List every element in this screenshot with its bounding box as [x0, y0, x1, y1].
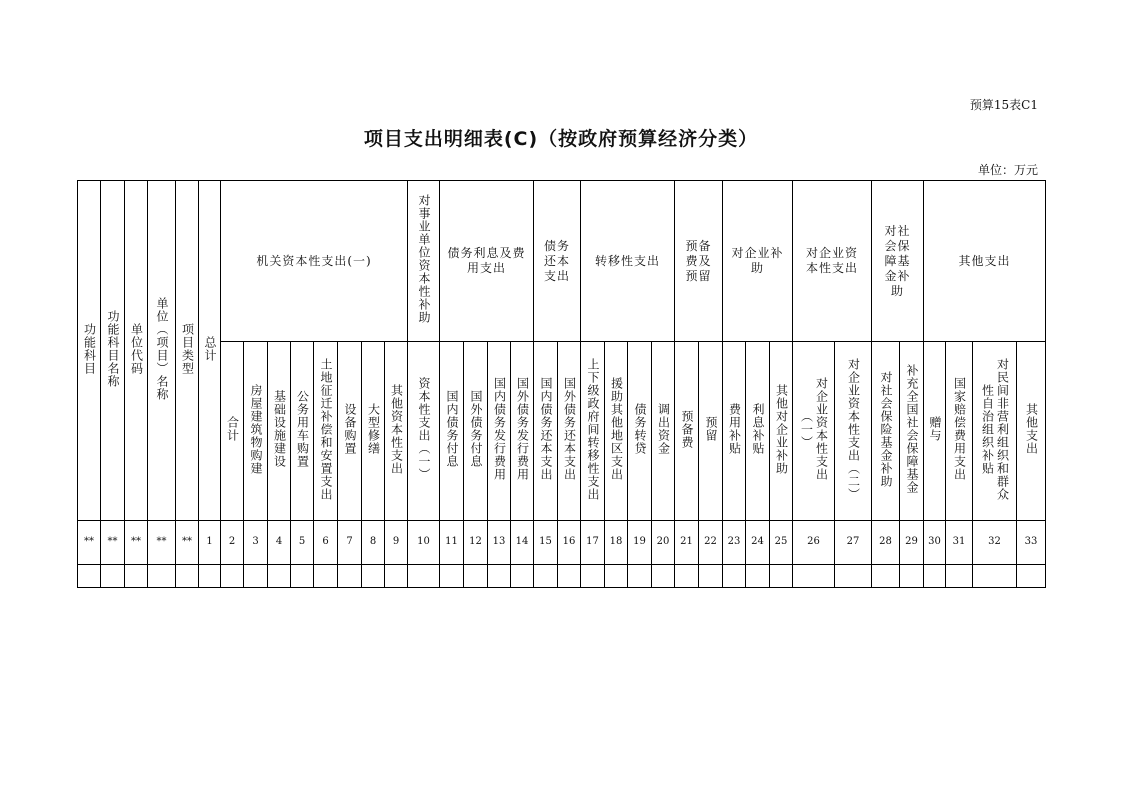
num-cell: 25 — [770, 521, 793, 565]
col-unit-project-name: 单位（项目）名称 — [148, 181, 176, 521]
sub-col-1: 合计 — [221, 342, 244, 521]
sub-col-19: 调出资金 — [652, 342, 675, 521]
num-cell: 9 — [385, 521, 408, 565]
num-cell: 14 — [511, 521, 534, 565]
page-title: 项目支出明细表(C)（按政府预算经济分类） — [363, 128, 759, 150]
num-cell: 26 — [793, 521, 835, 565]
group-social-security-subsidy: 对社会保障基金补助 — [872, 181, 924, 342]
data-cell[interactable] — [440, 565, 464, 588]
num-cell: 4 — [268, 521, 291, 565]
col-unit-code: 单位代码 — [125, 181, 148, 521]
unit-label: 单位：万元 — [977, 163, 1038, 177]
num-cell: 13 — [488, 521, 511, 565]
data-cell[interactable] — [946, 565, 973, 588]
code-cell: ** — [125, 521, 148, 565]
num-cell: 31 — [946, 521, 973, 565]
num-cell: 18 — [605, 521, 628, 565]
num-cell: 33 — [1017, 521, 1046, 565]
sub-col-12: 国内债务发行费用 — [488, 342, 511, 521]
data-cell[interactable] — [900, 565, 924, 588]
sub-col-22: 费用补贴 — [723, 342, 746, 521]
col-function-subject: 功能科目 — [78, 181, 101, 521]
num-cell: 29 — [900, 521, 924, 565]
sub-col-11: 国外债务付息 — [464, 342, 488, 521]
data-row-empty — [78, 565, 1046, 588]
sub-col-18: 债务转贷 — [628, 342, 652, 521]
code-cell: ** — [78, 521, 101, 565]
data-cell[interactable] — [699, 565, 723, 588]
data-cell[interactable] — [221, 565, 244, 588]
sub-col-13: 国外债务发行费用 — [511, 342, 534, 521]
num-cell: 7 — [338, 521, 362, 565]
num-cell: 5 — [291, 521, 314, 565]
data-cell[interactable] — [746, 565, 770, 588]
code-cell: ** — [101, 521, 125, 565]
data-cell[interactable] — [338, 565, 362, 588]
num-cell: 3 — [244, 521, 268, 565]
code-row — [78, 521, 1046, 565]
data-cell[interactable] — [488, 565, 511, 588]
budget-table — [77, 180, 1046, 588]
sub-col-32: 其他支出 — [1017, 342, 1046, 521]
num-cell: 22 — [699, 521, 723, 565]
data-cell[interactable] — [291, 565, 314, 588]
data-cell[interactable] — [924, 565, 946, 588]
num-cell: 19 — [628, 521, 652, 565]
sub-col-14: 国内债务还本支出 — [534, 342, 558, 521]
data-cell[interactable] — [835, 565, 872, 588]
data-cell[interactable] — [244, 565, 268, 588]
data-cell[interactable] — [534, 565, 558, 588]
sub-col-31: 对民间非营利组织和群众性自治组织补贴 — [973, 342, 1017, 521]
form-number: 预算15表C1 — [969, 98, 1038, 112]
sub-col-4: 公务用车购置 — [291, 342, 314, 521]
group-reserve: 预备费及预留 — [675, 181, 723, 342]
num-cell: 32 — [973, 521, 1017, 565]
col-project-type: 项目类型 — [176, 181, 199, 521]
num-cell: 24 — [746, 521, 770, 565]
sub-col-28: 补充全国社会保障基金 — [900, 342, 924, 521]
code-cell: ** — [148, 521, 176, 565]
sub-col-20: 预备费 — [675, 342, 699, 521]
data-cell[interactable] — [793, 565, 835, 588]
group-enterprise-subsidy: 对企业补助 — [723, 181, 793, 342]
data-cell[interactable] — [652, 565, 675, 588]
group-capital-expenditure-1: 机关资本性支出(一) — [221, 181, 408, 342]
num-cell: 21 — [675, 521, 699, 565]
data-cell[interactable] — [125, 565, 148, 588]
data-cell[interactable] — [581, 565, 605, 588]
data-cell[interactable] — [770, 565, 793, 588]
sub-col-6: 设备购置 — [338, 342, 362, 521]
num-cell: 23 — [723, 521, 746, 565]
data-cell[interactable] — [675, 565, 699, 588]
data-cell[interactable] — [1017, 565, 1046, 588]
data-cell[interactable] — [199, 565, 221, 588]
data-cell[interactable] — [314, 565, 338, 588]
col-grand-total: 总计 — [199, 181, 221, 521]
num-cell: 30 — [924, 521, 946, 565]
group-enterprise-capital: 对企业资本性支出 — [793, 181, 872, 342]
sub-col-26: 对企业资本性支出（二） — [835, 342, 872, 521]
num-cell: 16 — [558, 521, 581, 565]
num-cell: 8 — [362, 521, 385, 565]
data-cell[interactable] — [78, 565, 101, 588]
code-cell: ** — [176, 521, 199, 565]
data-cell[interactable] — [973, 565, 1017, 588]
sub-col-2: 房屋建筑物购建 — [244, 342, 268, 521]
data-cell[interactable] — [148, 565, 176, 588]
sub-col-27: 对社会保险基金补助 — [872, 342, 900, 521]
sub-col-8: 其他资本性支出 — [385, 342, 408, 521]
num-cell: 6 — [314, 521, 338, 565]
sub-col-29: 赠与 — [924, 342, 946, 521]
sub-col-30: 国家赔偿费用支出 — [946, 342, 973, 521]
num-cell: 2 — [221, 521, 244, 565]
sub-col-21: 预留 — [699, 342, 723, 521]
data-cell[interactable] — [872, 565, 900, 588]
data-cell[interactable] — [558, 565, 581, 588]
group-debt-principal: 债务还本支出 — [534, 181, 581, 342]
header-row-subitems — [78, 342, 1046, 521]
num-cell: 15 — [534, 521, 558, 565]
data-cell[interactable] — [101, 565, 125, 588]
data-cell[interactable] — [464, 565, 488, 588]
num-cell: 10 — [408, 521, 440, 565]
sub-col-15: 国外债务还本支出 — [558, 342, 581, 521]
num-cell: 28 — [872, 521, 900, 565]
data-cell[interactable] — [605, 565, 628, 588]
sub-col-23: 利息补贴 — [746, 342, 770, 521]
data-cell[interactable] — [362, 565, 385, 588]
sub-col-5: 土地征迁补偿和安置支出 — [314, 342, 338, 521]
sub-col-16: 上下级政府间转移性支出 — [581, 342, 605, 521]
sub-col-17: 援助其他地区支出 — [605, 342, 628, 521]
sub-col-3: 基础设施建设 — [268, 342, 291, 521]
data-cell[interactable] — [723, 565, 746, 588]
data-cell[interactable] — [628, 565, 652, 588]
num-cell: 1 — [199, 521, 221, 565]
sub-col-9: 资本性支出（一） — [408, 342, 440, 521]
data-cell[interactable] — [408, 565, 440, 588]
col-function-subject-name: 功能科目名称 — [101, 181, 125, 521]
num-cell: 12 — [464, 521, 488, 565]
num-cell: 17 — [581, 521, 605, 565]
num-cell: 27 — [835, 521, 872, 565]
data-cell[interactable] — [385, 565, 408, 588]
group-transfer-expenditure: 转移性支出 — [581, 181, 675, 342]
group-other-expenditure: 其他支出 — [924, 181, 1046, 342]
sub-col-25: 对企业资本性支出（一） — [793, 342, 835, 521]
sub-col-10: 国内债务付息 — [440, 342, 464, 521]
data-cell[interactable] — [268, 565, 291, 588]
num-cell: 20 — [652, 521, 675, 565]
group-capital-subsidy-institutions: 对事业单位资本性补助 — [408, 181, 440, 342]
sub-col-24: 其他对企业补助 — [770, 342, 793, 521]
data-cell[interactable] — [176, 565, 199, 588]
data-cell[interactable] — [511, 565, 534, 588]
num-cell: 11 — [440, 521, 464, 565]
header-row-groups — [78, 181, 1046, 342]
group-debt-interest: 债务利息及费用支出 — [440, 181, 534, 342]
sub-col-7: 大型修缮 — [362, 342, 385, 521]
